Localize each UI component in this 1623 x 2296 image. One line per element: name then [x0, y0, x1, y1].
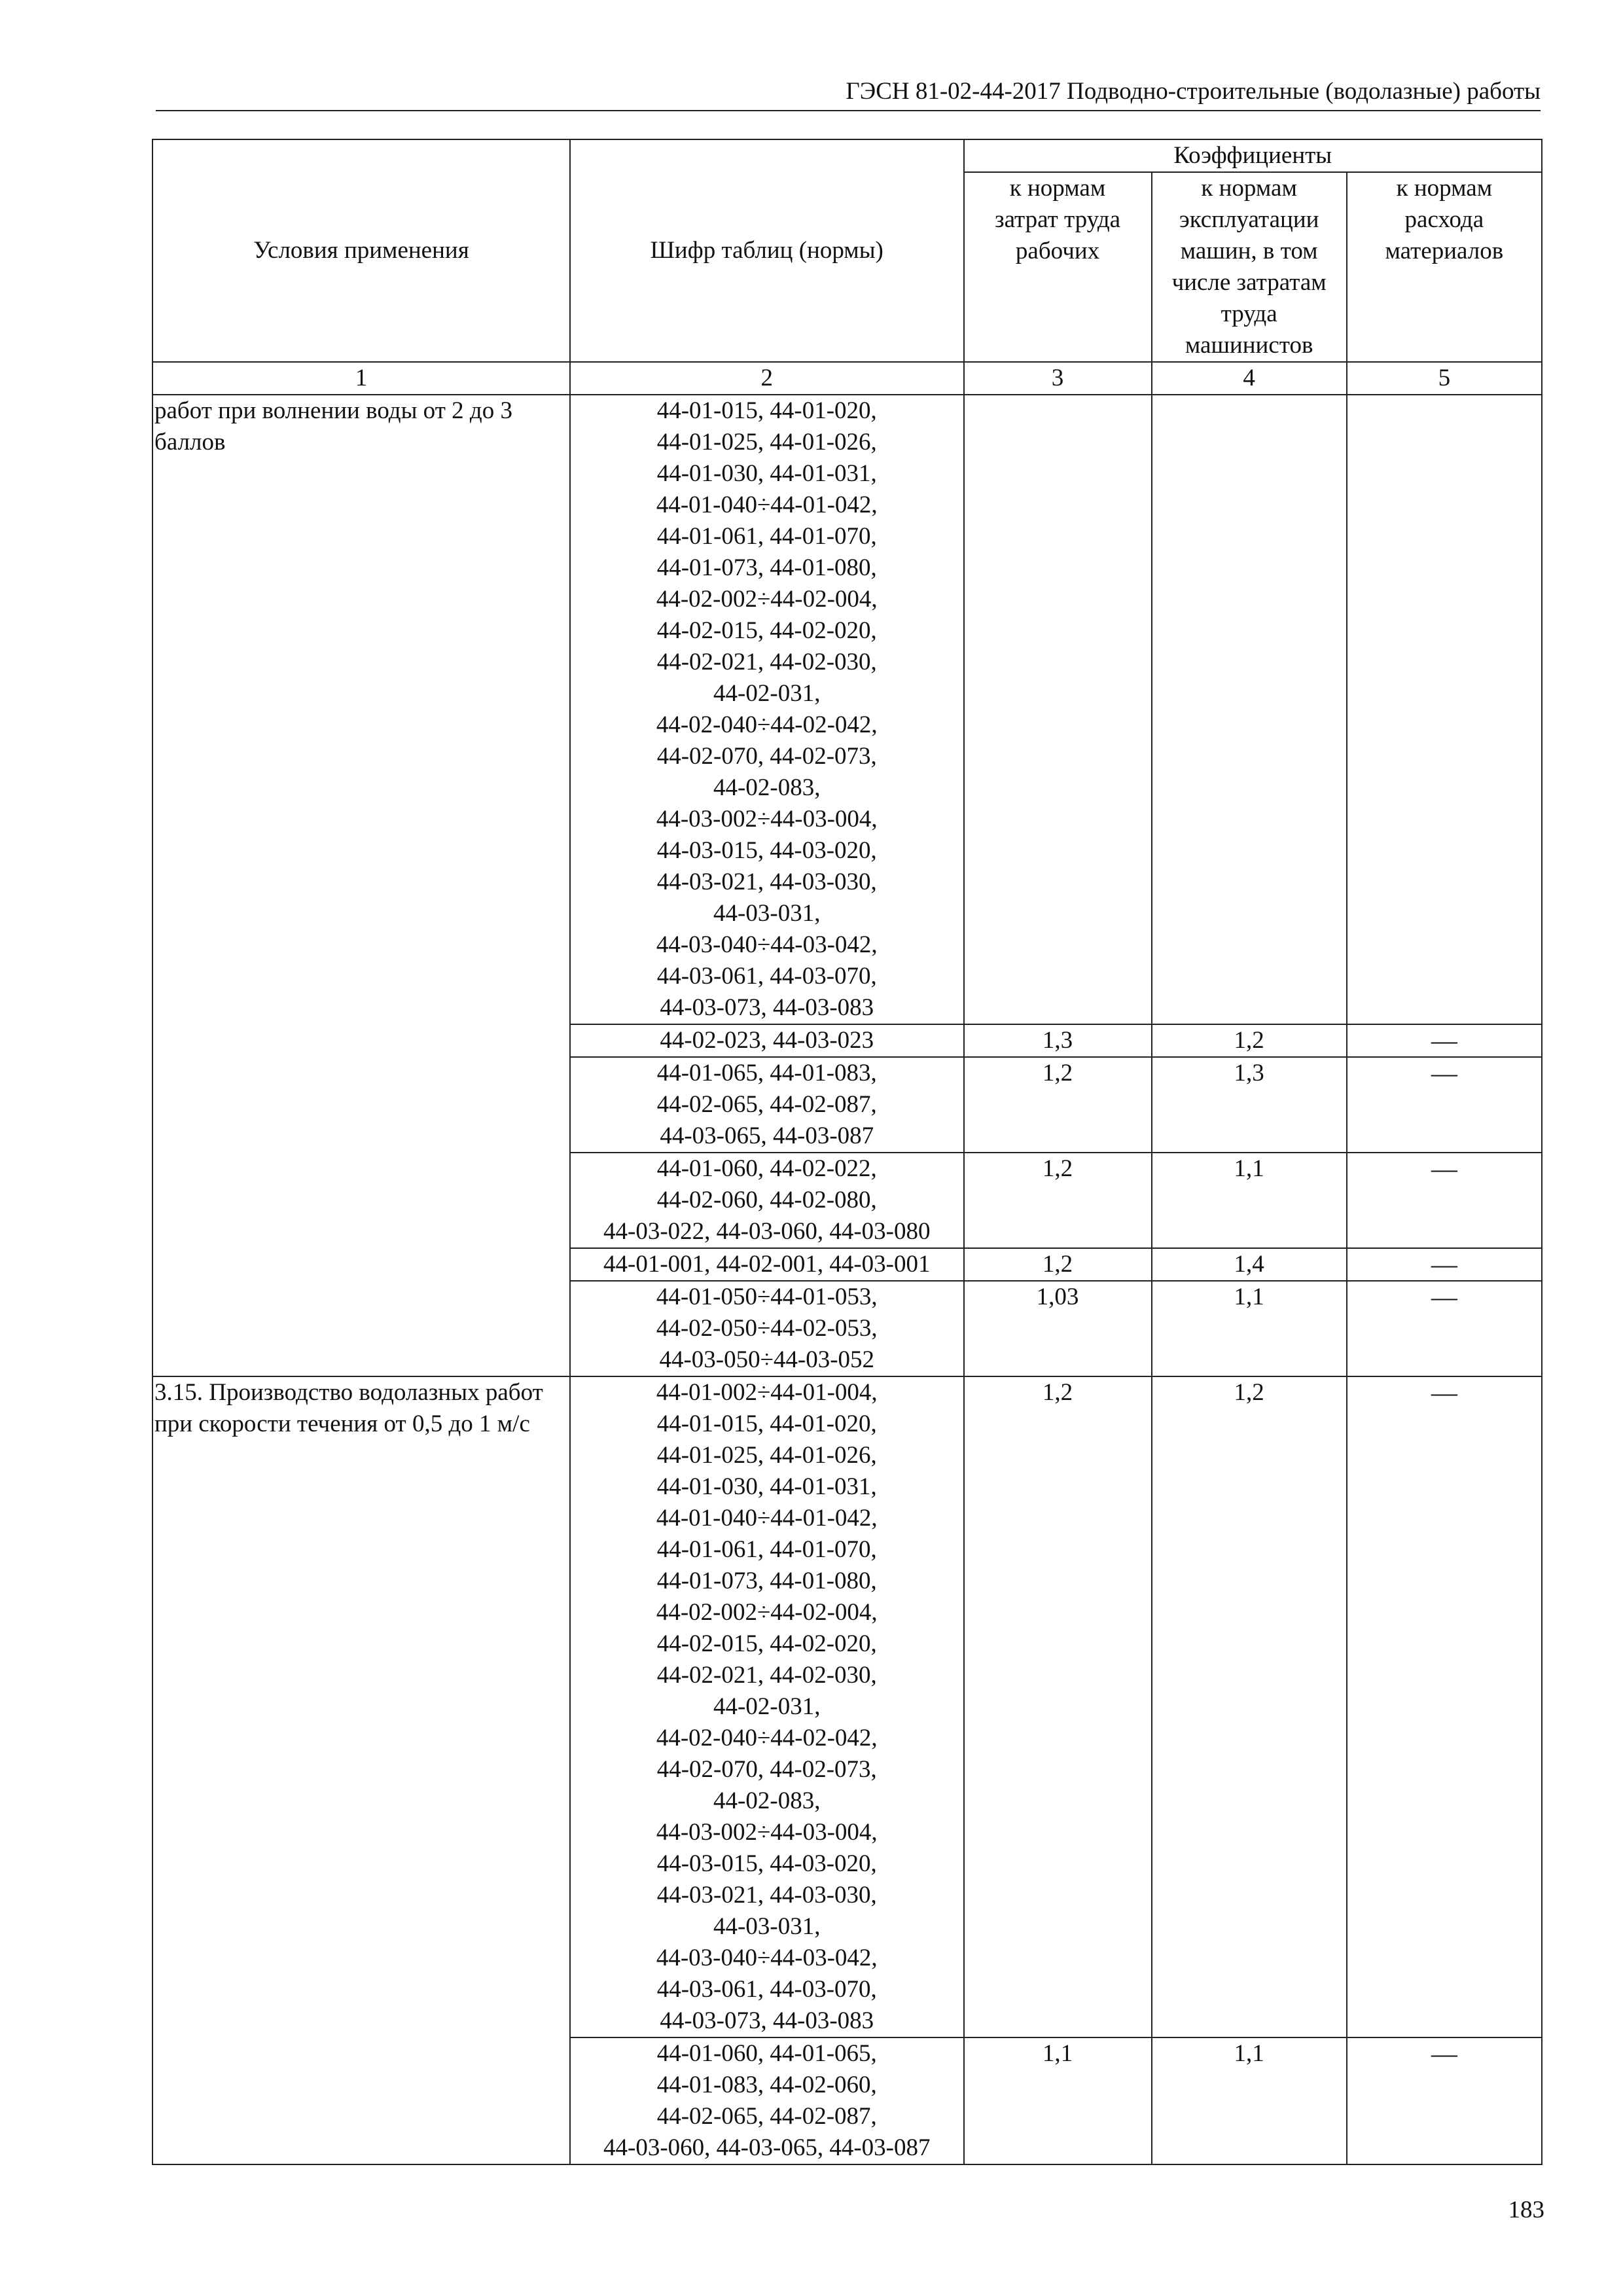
code-line: 44-01-015, 44-01-020,	[656, 397, 877, 424]
code-line: 44-02-002÷44-02-004,	[656, 1599, 878, 1626]
code-line: 44-03-031,	[713, 1913, 821, 1940]
code-line: 44-02-050÷44-02-053,	[656, 1315, 878, 1342]
code-line: 44-03-021, 44-03-030,	[656, 1882, 877, 1909]
materials-coef-cell: —	[1347, 1057, 1542, 1153]
code-line: 44-01-060, 44-02-022,	[656, 1155, 877, 1182]
machine-coef-cell: 1,3	[1152, 1057, 1347, 1153]
machine-coef-cell: 1,2	[1152, 1024, 1347, 1057]
code-line: 44-01-040÷44-01-042,	[656, 492, 878, 518]
materials-coef-cell: —	[1347, 1153, 1542, 1248]
code-line: 44-02-065, 44-02-087,	[656, 1091, 877, 1118]
codes-cell	[570, 1057, 963, 1153]
materials-coef-cell: —	[1347, 1281, 1542, 1376]
code-line: 44-01-025, 44-01-026,	[656, 1442, 877, 1469]
table-row	[152, 395, 1542, 1024]
code-line: 44-02-031,	[713, 1693, 821, 1720]
code-line: 44-01-002÷44-01-004,	[656, 1379, 878, 1406]
code-line: 44-03-061, 44-03-070,	[656, 963, 877, 990]
column-number: 3	[964, 362, 1152, 395]
codes-cell	[570, 1248, 963, 1281]
code-line: 44-01-025, 44-01-026,	[656, 429, 877, 456]
code-line: 44-03-073, 44-03-083	[660, 2007, 874, 2034]
labor-coef-cell: 1,2	[964, 1248, 1152, 1281]
header-conditions: Условия применения	[152, 139, 570, 362]
column-number: 5	[1347, 362, 1542, 395]
machine-coef-cell: 1,2	[1152, 1376, 1347, 2037]
code-line: 44-02-060, 44-02-080,	[656, 1187, 877, 1213]
code-line: 44-02-015, 44-02-020,	[656, 1630, 877, 1657]
machine-coef-cell: 1,1	[1152, 1281, 1347, 1376]
code-line: 44-03-060, 44-03-065, 44-03-087	[603, 2134, 931, 2161]
condition-cell: 3.15. Производство водолазных работ при скорости течения от 0,5 до 1 м/с	[152, 1376, 570, 2164]
code-line: 44-03-021, 44-03-030,	[656, 869, 877, 895]
machine-coef-cell: 1,1	[1152, 2037, 1347, 2164]
code-line: 44-03-050÷44-03-052	[659, 1346, 875, 1373]
code-line: 44-03-061, 44-03-070,	[656, 1976, 877, 2003]
header-labor-coef: к нормам затрат труда рабочих	[964, 172, 1152, 362]
code-line: 44-02-070, 44-02-073,	[656, 743, 877, 770]
code-line: 44-01-083, 44-02-060,	[656, 2072, 877, 2098]
condition-cell: работ при волнении воды от 2 до 3 баллов	[152, 395, 570, 1376]
labor-coef-cell: 1,1	[964, 2037, 1152, 2164]
code-line: 44-01-030, 44-01-031,	[656, 1473, 877, 1500]
header-codes: Шифр таблиц (нормы)	[570, 139, 963, 362]
table-row	[152, 1376, 1542, 2037]
code-line: 44-03-040÷44-03-042,	[656, 1945, 878, 1971]
code-line: 44-02-070, 44-02-073,	[656, 1756, 877, 1783]
code-line: 44-01-001, 44-02-001, 44-03-001	[603, 1251, 931, 1278]
code-line: 44-02-083,	[713, 774, 821, 801]
code-line: 44-01-073, 44-01-080,	[656, 554, 877, 581]
header-materials-coef: к нормам расхода материалов	[1347, 172, 1542, 362]
code-line: 44-03-015, 44-03-020,	[656, 1850, 877, 1877]
code-line: 44-01-073, 44-01-080,	[656, 1568, 877, 1594]
code-line: 44-02-040÷44-02-042,	[656, 1725, 878, 1751]
running-header: ГЭСН 81-02-44-2017 Подводно-строительные (водолазные) работы	[156, 73, 1541, 111]
code-line: 44-01-050÷44-01-053,	[656, 1283, 878, 1310]
code-line: 44-02-040÷44-02-042,	[656, 711, 878, 738]
code-line: 44-02-083,	[713, 1787, 821, 1814]
code-line: 44-01-030, 44-01-031,	[656, 460, 877, 487]
page-number: 183	[1508, 2197, 1544, 2223]
column-number: 1	[152, 362, 570, 395]
code-line: 44-01-061, 44-01-070,	[656, 523, 877, 550]
code-line: 44-02-065, 44-02-087,	[656, 2103, 877, 2130]
code-line: 44-02-015, 44-02-020,	[656, 617, 877, 644]
table-body	[152, 395, 1542, 2164]
column-numbers-row	[152, 362, 1542, 395]
code-line: 44-01-015, 44-01-020,	[656, 1410, 877, 1437]
code-line: 44-01-065, 44-01-083,	[656, 1060, 877, 1086]
code-line: 44-01-061, 44-01-070,	[656, 1536, 877, 1563]
materials-coef-cell	[1347, 395, 1542, 1024]
coefficients-table	[152, 139, 1543, 2165]
code-line: 44-02-023, 44-03-023	[660, 1027, 874, 1054]
code-line: 44-02-031,	[713, 680, 821, 707]
code-line: 44-02-021, 44-02-030,	[656, 1662, 877, 1689]
code-line: 44-02-002÷44-02-004,	[656, 586, 878, 613]
codes-cell	[570, 1153, 963, 1248]
header-machine-coef: к нормам эксплуатации машин, в том числе затратам труда машинистов	[1152, 172, 1347, 362]
codes-cell	[570, 2037, 963, 2164]
labor-coef-cell: 1,3	[964, 1024, 1152, 1057]
labor-coef-cell: 1,2	[964, 1153, 1152, 1248]
codes-cell	[570, 1376, 963, 2037]
labor-coef-cell: 1,2	[964, 1057, 1152, 1153]
code-line: 44-03-040÷44-03-042,	[656, 931, 878, 958]
column-number: 2	[570, 362, 963, 395]
code-line: 44-03-031,	[713, 900, 821, 927]
labor-coef-cell: 1,03	[964, 1281, 1152, 1376]
labor-coef-cell	[964, 395, 1152, 1024]
codes-cell	[570, 1281, 963, 1376]
machine-coef-cell: 1,1	[1152, 1153, 1347, 1248]
machine-coef-cell	[1152, 395, 1347, 1024]
code-line: 44-03-002÷44-03-004,	[656, 1819, 878, 1846]
materials-coef-cell: —	[1347, 2037, 1542, 2164]
code-line: 44-03-065, 44-03-087	[660, 1122, 874, 1149]
materials-coef-cell: —	[1347, 1024, 1542, 1057]
materials-coef-cell: —	[1347, 1376, 1542, 2037]
codes-cell	[570, 395, 963, 1024]
machine-coef-cell: 1,4	[1152, 1248, 1347, 1281]
code-line: 44-03-002÷44-03-004,	[656, 806, 878, 833]
code-line: 44-03-022, 44-03-060, 44-03-080	[603, 1218, 931, 1245]
code-line: 44-01-060, 44-01-065,	[656, 2040, 877, 2067]
codes-cell	[570, 1024, 963, 1057]
code-line: 44-02-021, 44-02-030,	[656, 649, 877, 675]
code-line: 44-01-040÷44-01-042,	[656, 1505, 878, 1532]
materials-coef-cell: —	[1347, 1248, 1542, 1281]
labor-coef-cell: 1,2	[964, 1376, 1152, 2037]
code-line: 44-03-073, 44-03-083	[660, 994, 874, 1021]
header-coefficients: Коэффициенты	[964, 139, 1543, 172]
code-line: 44-03-015, 44-03-020,	[656, 837, 877, 864]
column-number: 4	[1152, 362, 1347, 395]
